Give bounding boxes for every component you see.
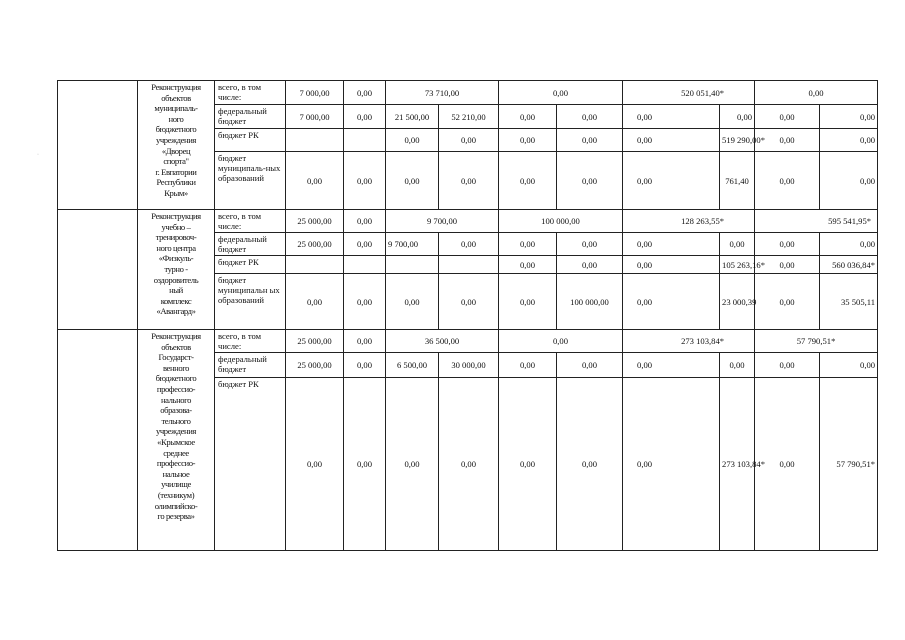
value-cell: 7 000,00 <box>286 81 344 105</box>
value-cell: 0,00 <box>286 152 344 210</box>
value-cell: 0,00 <box>755 81 878 105</box>
row-label: федеральный бюджет <box>215 233 286 256</box>
row-label: бюджет муниципальн ых образований <box>215 274 286 330</box>
row-label: бюджет РК <box>215 378 286 551</box>
value-cell: 0,00 <box>557 152 623 210</box>
value-cell: 273 103,84* <box>720 378 755 551</box>
value-cell: 519 290,00* <box>720 129 755 152</box>
value-cell: 6 500,00 <box>386 353 439 378</box>
value-cell: 0,00 <box>439 378 499 551</box>
object-name: Реконструкция объектов Государст- венного бюджетного профессио- нального образова- тельного учреждения «Крымское среднее профессио- нальное училище (техникум) олимпийско- го резерва» <box>151 331 201 522</box>
blank-cell <box>58 330 138 551</box>
value-cell: 25 000,00 <box>286 353 344 378</box>
value-cell <box>286 129 344 152</box>
value-cell: 0,00 <box>344 274 386 330</box>
value-cell: 52 210,00 <box>439 105 499 129</box>
value-cell: 25 000,00 <box>286 210 344 233</box>
row-label: всего, в том числе: <box>215 210 286 233</box>
value-cell: 0,00 <box>720 105 755 129</box>
value-cell: 560 036,84* <box>820 256 878 274</box>
value-cell: 0,00 <box>344 81 386 105</box>
value-cell: 0,00 <box>386 129 439 152</box>
value-cell: 0,00 <box>344 378 386 551</box>
object-name-cell <box>138 210 215 330</box>
value-cell <box>344 256 386 274</box>
value-cell: 0,00 <box>755 105 820 129</box>
object-name-cell <box>138 330 215 551</box>
value-cell: 0,00 <box>623 105 720 129</box>
value-cell: 9 700,00 <box>386 210 499 233</box>
value-cell: 0,00 <box>499 233 557 256</box>
value-cell: 0,00 <box>386 152 439 210</box>
value-cell: 0,00 <box>557 129 623 152</box>
value-cell: 0,00 <box>720 353 755 378</box>
value-cell: 0,00 <box>623 256 720 274</box>
value-cell: 0,00 <box>344 210 386 233</box>
value-cell: 0,00 <box>344 105 386 129</box>
value-cell: 0,00 <box>439 274 499 330</box>
value-cell: 273 103,84* <box>623 330 755 353</box>
value-cell: 0,00 <box>820 129 878 152</box>
value-cell: 0,00 <box>820 233 878 256</box>
object-name-cell <box>138 81 215 210</box>
row-label: всего, в том числе: <box>215 81 286 105</box>
value-cell: 0,00 <box>755 233 820 256</box>
value-cell: 9 700,00 <box>386 233 439 256</box>
value-cell: 0,00 <box>755 152 820 210</box>
value-cell: 0,00 <box>439 233 499 256</box>
row-label: всего, в том числе: <box>215 330 286 353</box>
value-cell: 36 500,00 <box>386 330 499 353</box>
blank-cell <box>58 210 138 330</box>
value-cell <box>386 256 439 274</box>
value-cell <box>344 129 386 152</box>
object-name: Реконструкция учебно – тренировоч- ного центра «Физкуль- турно - оздоровитель ный комплекс «Авангард» <box>151 211 201 317</box>
value-cell: 0,00 <box>499 81 623 105</box>
value-cell: 0,00 <box>499 330 623 353</box>
value-cell: 0,00 <box>623 274 720 330</box>
row-label: бюджет РК <box>215 256 286 274</box>
value-cell: 21 500,00 <box>386 105 439 129</box>
value-cell: 0,00 <box>820 152 878 210</box>
value-cell: 57 790,51* <box>820 378 878 551</box>
row-label: федеральный бюджет <box>215 105 286 129</box>
value-cell: 35 505,11 <box>820 274 878 330</box>
value-cell: 0,00 <box>820 105 878 129</box>
value-cell: 0,00 <box>499 274 557 330</box>
value-cell: 25 000,00 <box>286 330 344 353</box>
value-cell: 0,00 <box>623 378 720 551</box>
value-cell: 100 000,00 <box>557 274 623 330</box>
value-cell: 0,00 <box>623 129 720 152</box>
value-cell: 0,00 <box>499 152 557 210</box>
value-cell: 0,00 <box>623 353 720 378</box>
value-cell: 0,00 <box>557 233 623 256</box>
value-cell: 0,00 <box>344 330 386 353</box>
row-label: бюджет РК <box>215 129 286 152</box>
value-cell: 595 541,95* <box>755 210 878 233</box>
value-cell: 0,00 <box>557 105 623 129</box>
object-name: Реконструкция объектов муниципаль- ного бюджетного учреждения «Дворец спорта" г. Евпатории Республики Крым» <box>151 82 201 198</box>
value-cell: 0,00 <box>499 256 557 274</box>
value-cell: 128 263,55* <box>623 210 755 233</box>
value-cell: 0,00 <box>755 256 820 274</box>
value-cell: 30 000,00 <box>439 353 499 378</box>
value-cell: 0,00 <box>499 378 557 551</box>
row-label: федеральный бюджет <box>215 353 286 378</box>
value-cell: 105 263,16* <box>720 256 755 274</box>
value-cell: 0,00 <box>344 233 386 256</box>
table-row <box>58 330 878 353</box>
value-cell: 0,00 <box>286 274 344 330</box>
value-cell: 761,40 <box>720 152 755 210</box>
value-cell: 0,00 <box>755 353 820 378</box>
value-cell: 0,00 <box>386 274 439 330</box>
value-cell: 0,00 <box>557 378 623 551</box>
value-cell: 0,00 <box>499 105 557 129</box>
value-cell: 0,00 <box>344 152 386 210</box>
value-cell <box>439 256 499 274</box>
row-label: бюджет муниципаль-ных образований <box>215 152 286 210</box>
value-cell: 0,00 <box>720 233 755 256</box>
value-cell: 73 710,00 <box>386 81 499 105</box>
value-cell: 7 000,00 <box>286 105 344 129</box>
value-cell: 0,00 <box>755 274 820 330</box>
value-cell: 0,00 <box>499 353 557 378</box>
value-cell: 100 000,00 <box>499 210 623 233</box>
value-cell: 0,00 <box>286 378 344 551</box>
value-cell: 0,00 <box>499 129 557 152</box>
table-row <box>58 81 878 105</box>
value-cell: 0,00 <box>439 152 499 210</box>
value-cell: 57 790,51* <box>755 330 878 353</box>
value-cell: 0,00 <box>820 353 878 378</box>
value-cell: 520 051,40* <box>623 81 755 105</box>
value-cell: 0,00 <box>557 256 623 274</box>
value-cell: 0,00 <box>557 353 623 378</box>
value-cell: 0,00 <box>623 233 720 256</box>
value-cell: 0,00 <box>386 378 439 551</box>
table-row <box>58 210 878 233</box>
value-cell: 0,00 <box>344 353 386 378</box>
value-cell: 0,00 <box>439 129 499 152</box>
value-cell: 0,00 <box>623 152 720 210</box>
value-cell: 23 000,39 <box>720 274 755 330</box>
value-cell <box>286 256 344 274</box>
blank-cell <box>58 81 138 210</box>
margin-mark: · <box>37 152 39 158</box>
budget-table <box>57 80 878 551</box>
value-cell: 0,00 <box>755 129 820 152</box>
value-cell: 25 000,00 <box>286 233 344 256</box>
value-cell: 0,00 <box>755 378 820 551</box>
